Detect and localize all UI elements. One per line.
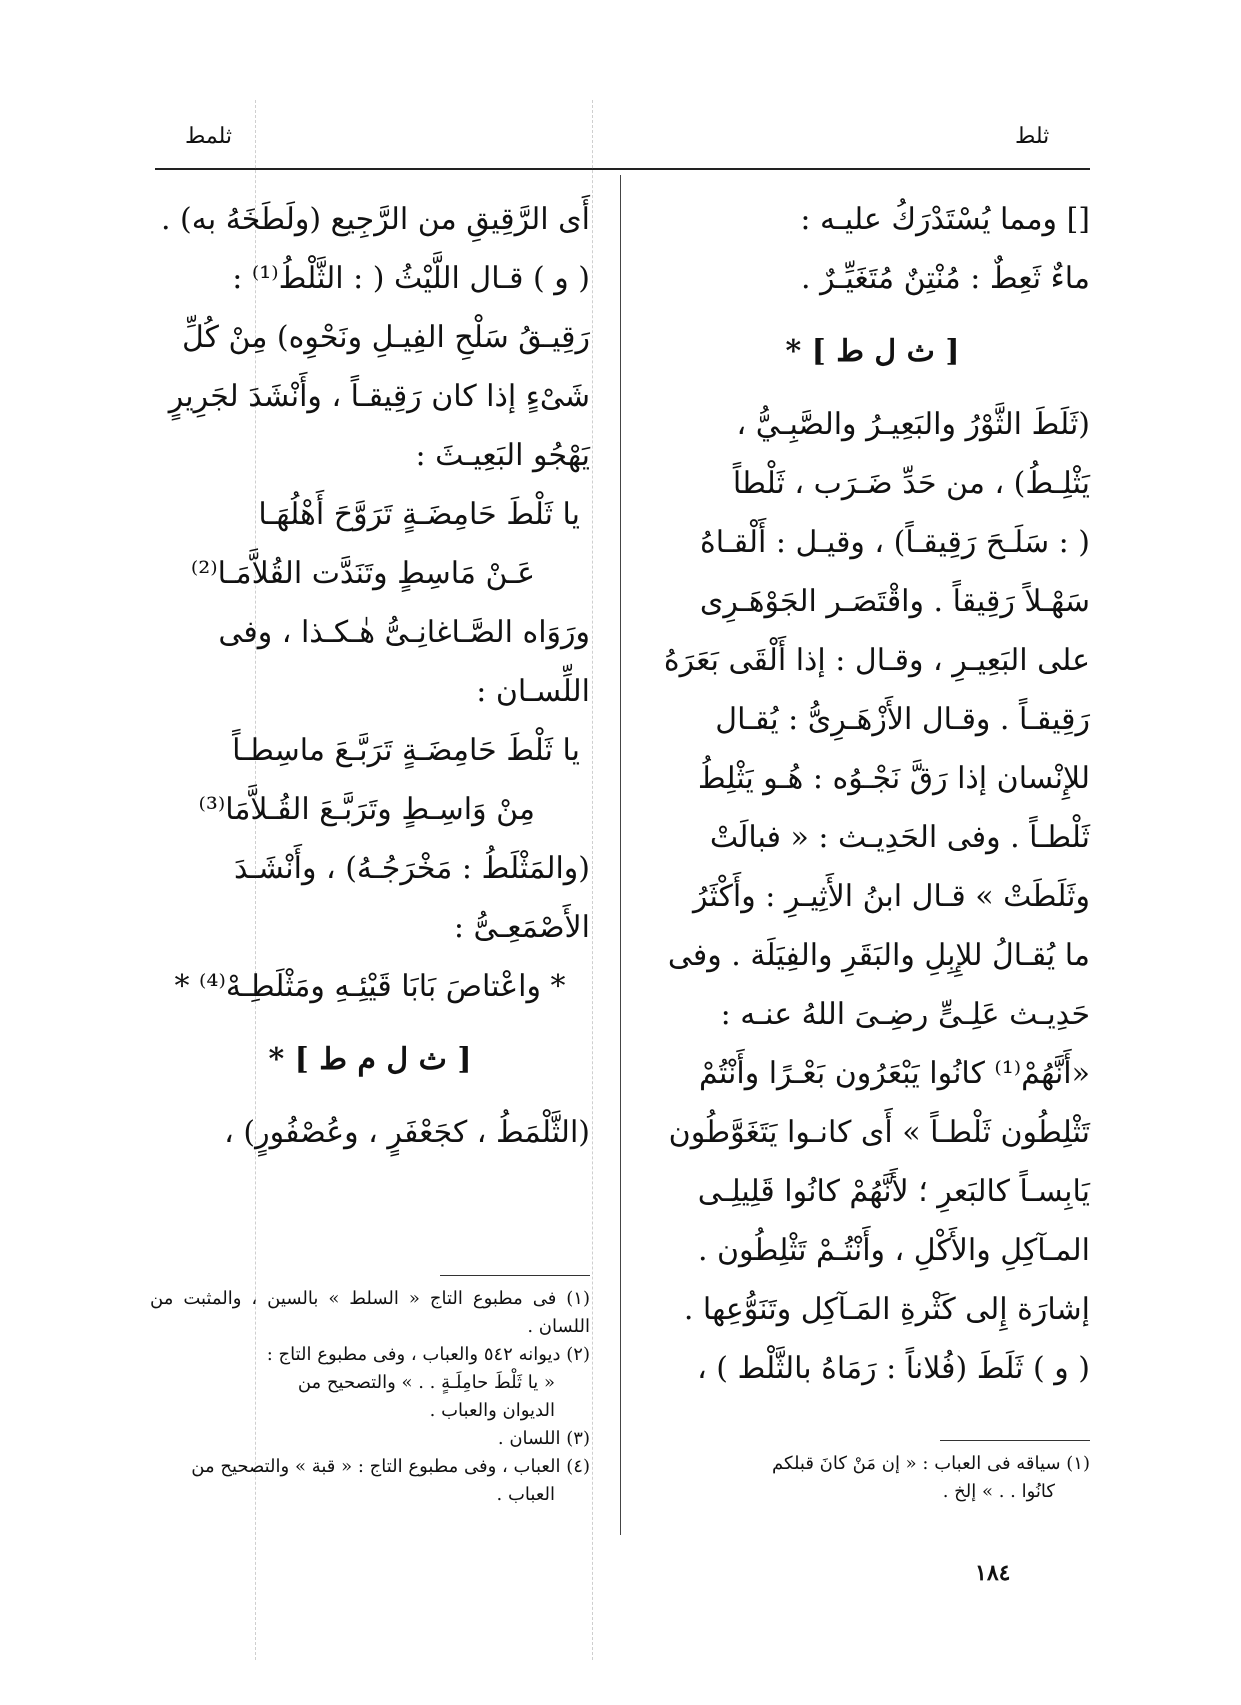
text-line: ( و ) ثَلَطَ (فُلاناً : رَمَاهُ بالثَّلْط ) ،	[697, 1351, 1090, 1386]
text-line: [] ومما يُسْتَدْرَكُ عليـه :	[800, 202, 1090, 237]
footnote: (٤) العباب ، وفى مطبوع التاج : « قبة » والتصحيح من	[191, 1456, 590, 1477]
scan-guide-line	[592, 100, 593, 1660]
poem-verse: يا ثَلْطَ حَامِضَـةٍ تَرَبَّـعَ ماسِطـاً	[232, 733, 580, 768]
text-line: إشارَة إِلى كَثْرةِ المَـآكِل وتَنَوُّعِها .	[683, 1292, 1090, 1327]
column-rule	[620, 175, 621, 1535]
footnote: كانُوا . . » إلخ .	[942, 1481, 1055, 1502]
running-header-left: ثلمط	[185, 124, 233, 149]
text-line: وثَلَطَتْ » قـال ابنُ الأَثِيـرِ : وأَكْثَرُ	[692, 879, 1090, 914]
text-line: تَثْلِطُون ثَلْطـاً » أَى كانـوا يَتَغَوَّطُون	[668, 1115, 1090, 1150]
text-line: ثَلْطـاً . وفى الحَدِيـث : « فبالَتْ	[709, 820, 1090, 855]
footnote-rule	[440, 1275, 590, 1276]
text-line: على البَعِيـرِ ، وقـال : إذا أَلْقَى بَعَرَهُ	[663, 643, 1090, 678]
text-line: الأَصْمَعِـىُّ :	[453, 910, 590, 945]
text-line: أَى الرَّقِيقِ من الرَّجِيع (ولَطَخَهُ به) .	[160, 202, 590, 237]
text-line: للإِنْسان إذا رَقَّ نَجْـوُه : هُـو يَثْلِطُ	[697, 761, 1090, 796]
page-number: ١٨٤	[975, 1560, 1011, 1586]
footnotes-right	[655, 1450, 1090, 1506]
poem-verse: عَـنْ مَاسِطٍ وتَنَدَّت القُلاَّمَـا⁽²⁾	[190, 556, 535, 591]
text-line: حَدِيـث عَلِـىٍّ رضِـىَ اللهُ عنـه :	[720, 997, 1090, 1032]
text-line: ( و ) قـال اللَّيْثُ ( : الثَّلْطُ⁽¹⁾ :	[232, 261, 590, 296]
text-line: ورَوَاه الصَّـاغانِـىُّ هٰـكـذا ، وفى	[218, 615, 590, 650]
text-line: (الثَّلْمَطُ ، كجَعْفَرٍ ، وعُصْفُورٍ) ،	[224, 1115, 590, 1150]
entry-heading-thlt: [ ث ل ط ] *	[785, 334, 960, 369]
text-line: سَهْـلاً رَقِيقاً . واقْتَصَـر الجَوْهَـرِى	[699, 584, 1090, 619]
text-line: (والمَثْلَطُ : مَخْرَجُـهُ) ، وأَنْشَـدَ	[234, 851, 590, 886]
text-line: ماءٌ ثَعِطٌ : مُنْتِنٌ مُتَغَيِّـرٌ .	[801, 261, 1090, 296]
text-line: يَثْلِـطُ) ، من حَدِّ ضَـرَب ، ثَلْطاً	[732, 466, 1090, 501]
footnote: (١) سياقه فى العباب : « إن مَنْ كانَ قبلكم	[772, 1453, 1090, 1474]
footnote: الديوان والعباب .	[429, 1400, 555, 1421]
text-line: «أَنَّهُمْ⁽¹⁾ كانُوا يَبْعَرُون بَعْـرًا وأَنْتُمْ	[699, 1056, 1090, 1091]
poem-verse: مِنْ وَاسِـطٍ وتَرَبَّـعَ القُـلاَّمَا⁽³⁾	[198, 792, 535, 827]
text-line: ما يُقـالُ للإِبِلِ والبَقَرِ والفِيَلَة . وفى	[667, 938, 1090, 973]
text-line: شَىْءٍ إذا كان رَقِيقـاً ، وأَنْشَدَ لجَرِيرٍ	[168, 379, 590, 414]
entry-heading-thlmt: [ ث ل م ط ] *	[268, 1042, 472, 1077]
text-line: (ثَلَطَ الثَّوْرُ والبَعِيـرُ والصَّبِـيُّ ،	[736, 407, 1090, 442]
text-line: رَقِيـقُ سَلْحِ الفِيـلِ ونَحْوِه) مِنْ كُلِّ	[181, 320, 590, 355]
text-line: ( : سَلَـحَ رَقِيقـاً) ، وقيـل : أَلْقـاهُ	[700, 525, 1090, 560]
right-column	[655, 190, 1090, 1398]
footnote-rule	[940, 1440, 1090, 1441]
text-line: يَهْجُو البَعِيـثَ :	[415, 438, 590, 473]
text-line: المـآكِلِ والأَكْلِ ، وأَنْتُـمْ تَثْلِطُون .	[697, 1233, 1090, 1268]
text-line: رَقِيقـاً . وقـال الأَزْهَـرِىُّ : يُقـال	[715, 702, 1090, 737]
footnote: (١) فى مطبوع التاج « السلط » بالسين ، والمثبت من اللسان .	[150, 1288, 590, 1337]
footnote: (٢) ديوانه ٥٤٢ والعباب ، وفى مطبوع التاج :	[266, 1344, 590, 1365]
footnote: (٣) اللسان .	[497, 1428, 590, 1449]
header-rule	[155, 168, 1090, 170]
footnote: « يا ثَلْطَ حامِلَـةٍ . . » والتصحيح من	[297, 1372, 555, 1393]
footnote: العباب .	[496, 1484, 555, 1505]
footnotes-left	[150, 1285, 590, 1509]
text-line: اللِّسـان :	[476, 674, 590, 709]
poem-verse: * واعْتاصَ بَابَا قَيْئِـهِ ومَثْلَطِـهْ⁽⁴⁾ *	[174, 969, 566, 1004]
left-column	[150, 190, 590, 1162]
poem-verse: يا ثَلْطَ حَامِضَـةٍ تَرَوَّحَ أَهْلُهَـا	[258, 497, 580, 532]
running-header-right: ثلط	[1015, 124, 1050, 149]
text-line: يَابِسـاً كالبَعرِ ؛ لأَنَّهُمْ كانُوا قَلِيلِـى	[697, 1174, 1090, 1209]
